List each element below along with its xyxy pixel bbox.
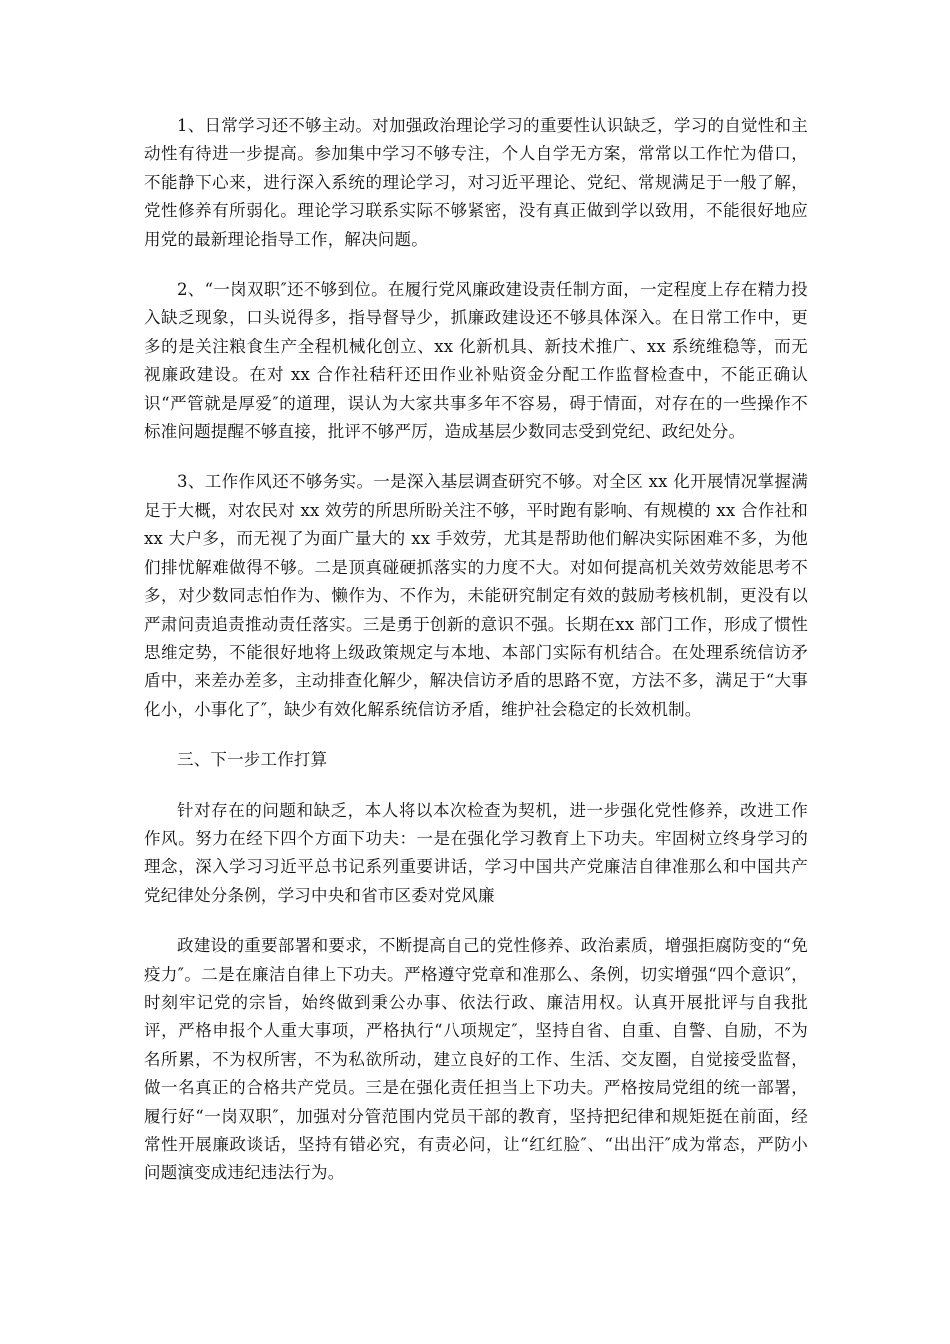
document-body bbox=[144, 112, 808, 1210]
paragraph-daily-study: 1、日常学习还不够主动。对加强政治理论学习的重要性认识缺乏，学习的自觉性和主动性有待进一步提高。参加集中学习不够专注，个人自学无方案，常常以工作忙为借口，不能静下心来，进行深入系统的理论学习，对习近平理论、党纪、常规满足于一般了解，党性修养有所弱化。理论学习联系实际不够紧密，没有真正做到学以致用，不能很好地应用党的最新理论指导工作，解决问题。 bbox=[144, 116, 808, 249]
paragraph-work-style: 3、工作作风还不够务实。一是深入基层调查研究不够。对全区 xx 化开展情况掌握满足于大概，对农民对 xx 效劳的所思所盼关注不够，平时跑有影响、有规模的 xx 合作社和 xx 大户多，而无视了为面广量大的 xx 手效劳，尤其是帮助他们解决实际困难不多，为他们排忧解难做得不够。二是顶真碰硬抓落实的力度不大。对如何提高机关效劳效能思考不多，对少数同志怕作为、懒作为、不作为，未能研究制定有效的鼓励考核机制，更没有以严肃问责追责推动责任落实。三是勇于创新的意识不强。长期在xx 部门工作，形成了惯性思维定势，不能很好地将上级政策规定与本地、本部门实际有机结合。在处理系统信访矛盾中，来差办差多，主动排查化解少，解决信访矛盾的思路不宽，方法不多，满足于“大事化小，小事化了″，缺少有效化解系统信访矛盾，维护社会稳定的长效机制。 bbox=[144, 472, 808, 719]
section-heading-next-steps: 三、下一步工作打算 bbox=[177, 750, 328, 770]
paragraph-plan-details: 政建设的重要部署和要求，不断提高自己的党性修养、政治素质，增强拒腐防变的“免疫力″。二是在廉洁自律上下功夫。严格遵守党章和准那么、条例，切实增强“四个意识″，时刻牢记党的宗旨，始终做到秉公办事、依法行政、廉洁用权。认真开展批评与自我批评，严格申报个人重大事项，严格执行“八项规定″，坚持自省、自重、自警、自励，不为名所累，不为权所害，不为私欲所动，建立良好的工作、生活、交友圈，自觉接受监督，做一名真正的合格共产党员。三是在强化责任担当上下功夫。严格按局党组的统一部署，履行好“一岗双职″，加强对分管范围内党员干部的教育，坚持把纪律和规矩挺在前面，经常性开展廉政谈话，坚持有错必究，有责必问，让“红红脸″、“出出汗″成为常态，严防小问题演变成违纪违法行为。 bbox=[144, 936, 808, 1183]
paragraph-plan-intro: 针对存在的问题和缺乏，本人将以本次检查为契机，进一步强化党性修养，改进工作作风。努力在经下四个方面下功夫：一是在强化学习教育上下功夫。牢固树立终身学习的理念，深入学习习近平总书记系列重要讲话，学习中国共产党廉洁自律准那么和中国共产党纪律处分条例，学习中央和省市区委对党风廉 bbox=[144, 800, 808, 905]
paragraph-one-post-two-duties: 2、“一岗双职″还不够到位。在履行党风廉政建设责任制方面，一定程度上存在精力投入缺乏现象，口头说得多，指导督导少，抓廉政建设还不够具体深入。在日常工作中，更多的是关注粮食生产全程机械化创立、xx 化新机具、新技术推广、xx 系统维稳等，而无视廉政建设。在对 xx 合作社秸秆还田作业补贴资金分配工作监督检查中，不能正确认识“严管就是厚爱″的道理，误认为大家共事多年不容易，碍于情面，对存在的一些操作不标准问题提醒不够直接，批评不够严厉，造成基层少数同志受到党纪、政纪处分。 bbox=[144, 280, 808, 442]
